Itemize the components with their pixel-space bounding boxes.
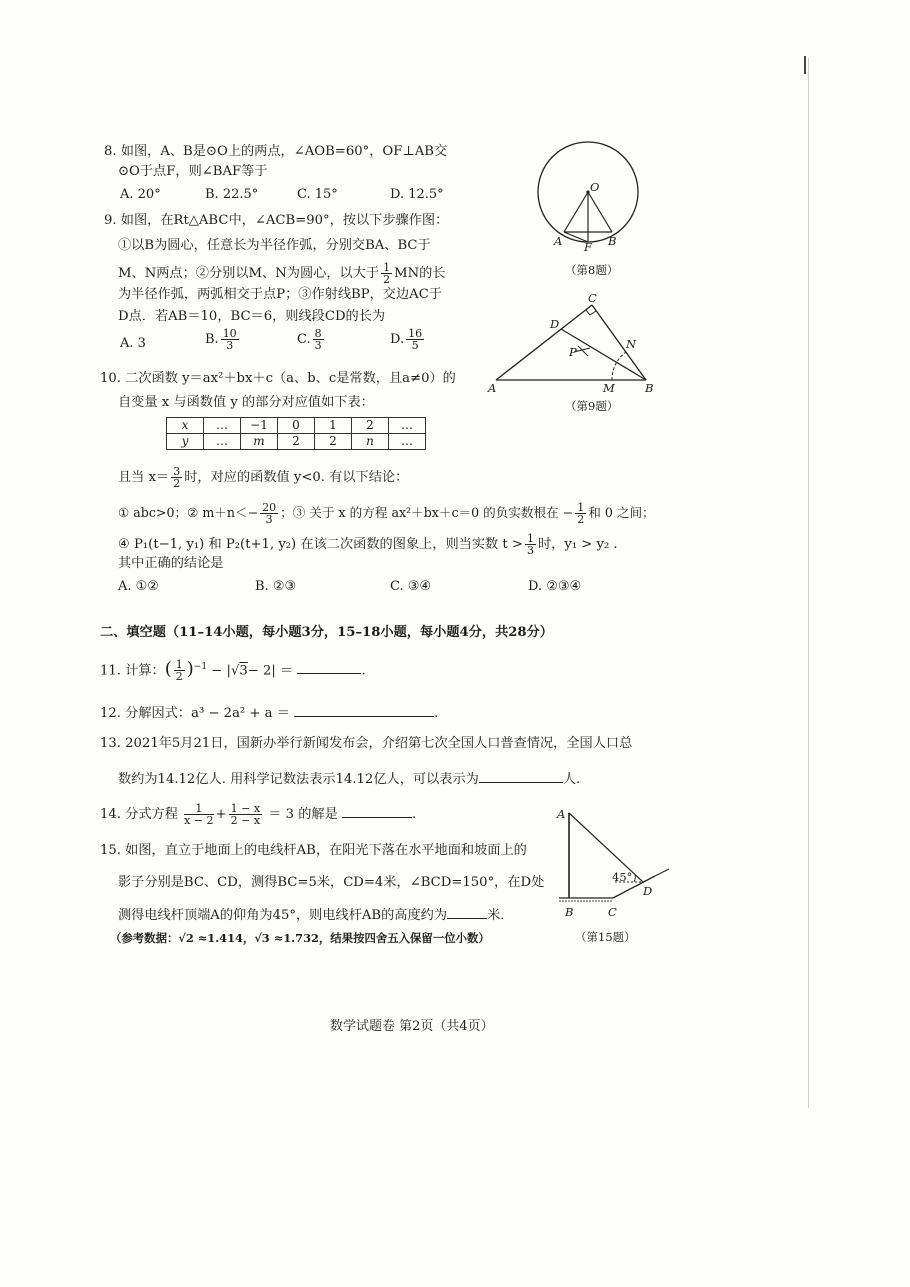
q9-frac-den: 2 <box>383 273 391 286</box>
q10-line4-den2: 2 <box>577 513 585 526</box>
q11-rest-pre: − | <box>211 663 231 679</box>
q10-line3b: 时，对应的函数值 y<0. 有以下结论： <box>184 470 409 485</box>
q9-option-d-prefix: D. <box>390 332 405 347</box>
q10-line5 <box>118 533 618 556</box>
q11-exponent: −1 <box>193 662 208 672</box>
q11-end: . <box>361 663 366 679</box>
q9-option-b-den: 3 <box>226 339 234 352</box>
q10-option-c: C. ③④ <box>390 579 432 594</box>
q8-option-b: B. 22.5° <box>205 187 259 202</box>
q15-label-a: A <box>557 807 566 821</box>
q9-option-b <box>205 328 241 351</box>
q14-end: . <box>411 807 417 822</box>
table-cell: … <box>389 418 426 434</box>
q10-line4-frac2 <box>575 502 586 525</box>
q10-line6: 其中正确的结论是 <box>118 556 224 571</box>
table-cell: x <box>167 418 204 434</box>
q14-frac1-num: 1 <box>184 803 213 815</box>
q10-line3-den: 2 <box>173 477 181 490</box>
q8-option-c: C. 15° <box>297 187 338 202</box>
q10-value-table <box>166 417 426 450</box>
q9-line1: 9. 如图，在Rt△ABC中，∠ACB=90°，按以下步骤作图： <box>104 213 449 228</box>
q9-option-c-den: 3 <box>314 339 322 352</box>
q14-frac1 <box>184 803 213 826</box>
q9-option-c-frac <box>313 328 324 351</box>
q9-option-c-prefix: C. <box>297 332 311 347</box>
q10-option-b: B. ②③ <box>255 579 297 594</box>
q9-option-d-num: 16 <box>408 327 423 340</box>
q11-answer-blank[interactable] <box>297 661 361 674</box>
q13-line2b: 人. <box>562 772 581 787</box>
table-cell: 2 <box>278 434 315 450</box>
q15-label-b: B <box>565 905 574 919</box>
q10-line3-num: 3 <box>173 465 181 478</box>
q14-line <box>100 803 416 826</box>
q11-line <box>100 658 366 682</box>
q10-line3-frac <box>171 466 182 489</box>
q8-option-d: D. 12.5° <box>390 187 444 202</box>
q13-line2 <box>118 770 580 789</box>
q9-label-d: D <box>550 317 560 331</box>
q9-line2: ①以B为圆心，任意长为半径作弧，分别交BA、BC于 <box>118 238 431 253</box>
table-cell: m <box>241 434 278 450</box>
q15-pole-figure <box>555 808 675 913</box>
q9-option-c-num: 8 <box>314 327 322 340</box>
q8-label-o: O <box>590 180 600 194</box>
table-cell: … <box>204 434 241 450</box>
q10-line5a: ④ P₁(t−1, y₁) 和 P₂(t+1, y₂) 在该二次函数的图象上，则当实数 t > <box>118 537 523 552</box>
q10-line4-num2: 1 <box>577 501 585 514</box>
q14-frac2 <box>229 803 262 826</box>
q12-end: . <box>434 706 439 721</box>
q8-label-b: B <box>608 234 617 248</box>
page-edge-line <box>808 58 809 1108</box>
q14-frac2-num: 1 − x <box>230 802 261 815</box>
q15-reference: （参考数据：√2 ≈1.414，√3 ≈1.732，结果按四舍五入保留一位小数） <box>110 931 490 945</box>
table-cell: 2 <box>352 418 389 434</box>
q12-line <box>100 704 438 723</box>
q15-label-angle: 45° <box>612 870 633 884</box>
q11-paren-open: ( <box>164 658 172 680</box>
q9-frac-num: 1 <box>383 261 391 274</box>
q15-label-c: C <box>608 905 617 919</box>
q8-circle-figure <box>530 140 650 280</box>
q10-line5b: 时，y₁ > y₂ . <box>537 537 618 552</box>
q15-answer-blank[interactable] <box>447 906 487 919</box>
table-row <box>167 434 426 450</box>
q9-option-b-num: 10 <box>222 327 237 340</box>
q15-line3a: 测得电线杆顶端A的仰角为45°，则电线杆AB的高度约为 <box>118 908 448 923</box>
q9-line3b: MN的长 <box>394 266 446 281</box>
section2-title: 二、填空题（11–14小题，每小题3分，15–18小题，每小题4分，共28分） <box>100 625 553 640</box>
table-cell: −1 <box>241 418 278 434</box>
q10-option-a: A. ①② <box>118 579 159 594</box>
q12-prefix: 12. 分解因式：a³ − 2a² + a ＝ <box>100 706 290 721</box>
q10-line4b: ；③ 关于 x 的方程 ax²＋bx＋c＝0 的负实数根在 − <box>280 505 574 520</box>
table-cell: … <box>204 418 241 434</box>
page-footer: 数学试题卷 第2页（共4页） <box>330 1019 494 1034</box>
q9-option-c <box>297 328 326 351</box>
q15-line2: 影子分别是BC、CD，测得BC=5米，CD=4米，∠BCD=150°，在D处 <box>118 875 545 890</box>
q10-line5-num: 1 <box>526 532 534 545</box>
q8-label-f: F <box>584 240 592 254</box>
q9-option-d <box>390 328 426 351</box>
q11-frac-num: 1 <box>175 658 183 672</box>
q10-line1: 10. 二次函数 y＝ax²＋bx＋c（a、b、c是常数，且a≠0）的 <box>100 371 456 386</box>
page-corner-mark <box>804 56 806 74</box>
q9-label-a: A <box>488 381 497 395</box>
q12-answer-blank[interactable] <box>294 704 434 717</box>
q9-option-d-frac <box>406 328 424 351</box>
table-row <box>167 418 426 434</box>
q13-answer-blank[interactable] <box>479 770 563 783</box>
q10-line4-den: 3 <box>265 513 273 526</box>
q14-eq: ＝ 3 的解是 <box>268 807 338 822</box>
q9-label-m: M <box>603 381 615 395</box>
q14-prefix: 14. 分式方程 <box>100 807 178 822</box>
q8-line2: ⊙O于点F，则∠BAF等于 <box>118 164 268 179</box>
table-cell: 2 <box>315 434 352 450</box>
q9-label-b: B <box>645 381 654 395</box>
q8-option-a: A. 20° <box>120 187 161 202</box>
q10-line5-frac <box>525 533 536 556</box>
q10-line3 <box>118 466 408 489</box>
q9-label-n: N <box>626 337 637 351</box>
q15-line3 <box>118 906 513 925</box>
q14-answer-blank[interactable] <box>342 805 412 818</box>
q9-label-p: P <box>569 345 577 359</box>
table-cell: n <box>352 434 389 450</box>
q15-caption: （第15题） <box>575 930 636 944</box>
q11-frac <box>174 659 185 682</box>
q9-option-b-prefix: B. <box>205 332 219 347</box>
table-cell: y <box>167 434 204 450</box>
q14-plus: + <box>215 807 227 822</box>
q11-frac-den: 2 <box>175 670 183 684</box>
q9-option-a: A. 3 <box>120 336 146 351</box>
q15-line1: 15. 如图，直立于地面上的电线杆AB，在阳光下落在水平地面和坡面上的 <box>100 843 527 858</box>
q10-option-d: D. ②③④ <box>528 579 582 594</box>
q9-line3a: M、N两点；②分别以M、N为圆心，以大于 <box>118 266 380 281</box>
q11-paren-close: ) <box>186 658 194 680</box>
q10-line5-den: 3 <box>526 544 534 557</box>
q11-sqrt-arg: 3 <box>239 663 248 679</box>
q9-caption: （第9题） <box>565 399 619 413</box>
q10-line3a: 且当 x＝ <box>118 470 170 485</box>
q11-rest-post: − 2| ＝ <box>247 663 294 679</box>
q9-option-b-frac <box>221 328 239 351</box>
q8-caption: （第8题） <box>565 263 619 277</box>
q9-frac <box>381 262 392 285</box>
q10-line4a: ① abc>0；② m＋n＜− <box>118 505 259 520</box>
q10-line4-frac1 <box>260 502 278 525</box>
q9-option-d-den: 5 <box>411 339 419 352</box>
q9-label-c: C <box>588 291 597 305</box>
table-cell: 1 <box>315 418 352 434</box>
q14-frac1-den: x − 2 <box>184 814 214 827</box>
q15-line3b: 米． <box>487 908 514 923</box>
q9-line5: D点．若AB＝10，BC＝6，则线段CD的长为 <box>118 309 386 324</box>
q9-line3 <box>118 262 446 285</box>
q13-line2a: 数约为14.12亿人. 用科学记数法表示14.12亿人，可以表示为 <box>118 772 479 787</box>
q10-line4c: 和 0 之间； <box>588 505 655 520</box>
q10-line4-num: 20 <box>262 501 277 514</box>
q8-label-a: A <box>554 234 563 248</box>
table-cell: … <box>389 434 426 450</box>
q10-line4 <box>118 502 655 525</box>
q8-line1: 8. 如图，A、B是⊙O上的两点，∠AOB=60°，OF⊥AB交 <box>104 144 448 159</box>
q15-label-d: D <box>643 884 653 898</box>
q14-frac2-den: 2 − x <box>230 814 261 827</box>
q9-line4: 为半径作弧，两弧相交于点P；③作射线BP，交边AC于 <box>118 287 442 302</box>
table-cell: 0 <box>278 418 315 434</box>
q10-line2: 自变量 x 与函数值 y 的部分对应值如下表： <box>118 395 374 410</box>
q11-sqrt-sign: √ <box>230 663 240 679</box>
q11-prefix: 11. 计算： <box>100 663 165 679</box>
q13-line1: 13. 2021年5月21日，国新办举行新闻发布会，介绍第七次全国人口普查情况，全国人口总 <box>100 736 633 751</box>
